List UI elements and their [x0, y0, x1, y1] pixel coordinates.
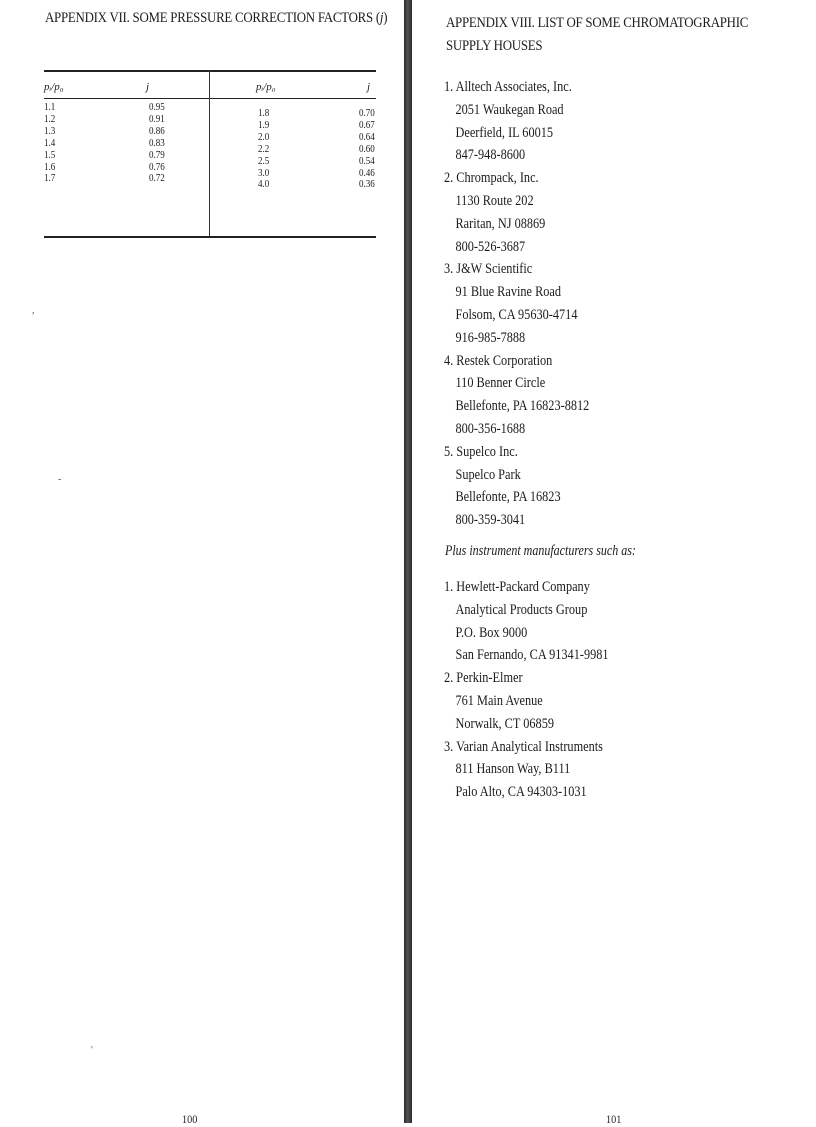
- table-cell: 0.67: [359, 118, 375, 131]
- table-cell: 1.2: [44, 112, 56, 125]
- stray-mark: -: [58, 474, 62, 485]
- table-cell: 3.0: [258, 166, 270, 179]
- left-page: [0, 0, 404, 1126]
- address-line: 847-948-8600: [455, 147, 526, 164]
- table-cell: 0.86: [149, 124, 165, 137]
- supply-house-entry-heading: [444, 441, 747, 464]
- address-line: 800-359-3041: [455, 512, 526, 529]
- table-top-rule: [44, 70, 376, 72]
- table-cell: 1.3: [44, 124, 56, 137]
- table-cell: 1.7: [44, 172, 56, 185]
- table-cell: 0.70: [359, 107, 375, 119]
- list-number: 2.: [444, 170, 454, 187]
- address-line: Analytical Products Group: [455, 601, 588, 618]
- list-number: 5.: [444, 443, 454, 460]
- supply-house-entry: [444, 350, 814, 441]
- address-line: 916-985-7888: [455, 329, 526, 346]
- list-number: 2.: [444, 670, 454, 687]
- manufacturers-list: [444, 576, 814, 804]
- manufacturer-entry: [444, 667, 814, 735]
- address-line: 91 Blue Ravine Road: [455, 284, 562, 301]
- stray-mark: ': [91, 1045, 93, 1056]
- table-cell: 1.6: [44, 160, 56, 173]
- company-name: Varian Analytical Instruments: [456, 738, 603, 755]
- company-name: Alltech Associates, Inc.: [455, 79, 572, 95]
- company-name: Hewlett-Packard Company: [456, 579, 590, 595]
- table-cell: 4.0: [258, 178, 270, 191]
- page-number-left: 100: [182, 1112, 198, 1126]
- page-number-right: 101: [606, 1112, 622, 1126]
- table-bottom-rule: [44, 236, 376, 238]
- supply-house-entry: [444, 167, 814, 258]
- manufacturer-entry-heading: [444, 736, 747, 759]
- company-name: J&W Scientific: [456, 261, 533, 278]
- address-line: Palo Alto, CA 94303-1031: [455, 784, 587, 801]
- table-cell: 1.8: [258, 107, 270, 119]
- table-column-divider: [209, 70, 210, 236]
- address-line: 811 Hanson Way, B111: [455, 761, 571, 778]
- table-cell: 0.79: [149, 148, 165, 161]
- table-header-ratio-2: pᵢ/p₀: [256, 81, 276, 93]
- table-cell: 0.46: [359, 166, 375, 179]
- table-cell: 1.1: [44, 101, 56, 113]
- supply-house-entry-heading: [444, 76, 747, 99]
- table-cell: 0.72: [149, 172, 165, 185]
- appendix-viii-title-line-1: APPENDIX VIII. LIST OF SOME CHROMATOGRAPHIC: [446, 15, 749, 31]
- address-line: P.O. Box 9000: [455, 624, 528, 641]
- table-cell: 2.0: [258, 130, 270, 143]
- list-number: 1.: [444, 579, 454, 595]
- address-line: San Fernando, CA 91341-9981: [455, 647, 609, 664]
- address-line: 1130 Route 202: [455, 192, 534, 209]
- company-name: Supelco Inc.: [456, 443, 518, 460]
- address-line: Norwalk, CT 06859: [455, 715, 554, 732]
- company-name: Chrompack, Inc.: [456, 170, 539, 187]
- address-line: Supelco Park: [455, 466, 521, 483]
- supply-house-entry: [444, 76, 814, 167]
- address-line: Raritan, NJ 08869: [455, 215, 546, 232]
- address-line: Bellefonte, PA 16823: [455, 489, 561, 506]
- manufacturer-entry-heading: [444, 667, 747, 690]
- stray-mark: ,: [32, 305, 35, 316]
- list-number: 3.: [444, 738, 454, 755]
- table-header-j-2: j: [367, 81, 371, 93]
- appendix-viii-title: [446, 12, 756, 58]
- address-line: 110 Benner Circle: [455, 375, 546, 392]
- table-cell: 1.4: [44, 136, 56, 149]
- supply-house-entry: [444, 441, 814, 532]
- list-number: 1.: [444, 79, 454, 95]
- appendix-vii-title-variable: j: [379, 10, 384, 26]
- table-cell: 0.83: [149, 136, 165, 149]
- table-cell: 0.36: [359, 178, 375, 191]
- supply-house-entry-heading: [444, 258, 747, 281]
- appendix-vii-title: [45, 10, 387, 27]
- book-gutter: [404, 0, 412, 1123]
- table-cell: 0.95: [149, 101, 165, 113]
- manufacturer-entry-heading: [444, 576, 747, 599]
- address-line: Folsom, CA 95630-4714: [455, 306, 578, 323]
- plus-manufacturers-note: Plus instrument manufacturers such as:: [445, 543, 636, 559]
- address-line: Deerfield, IL 60015: [455, 124, 554, 141]
- manufacturer-entry: [444, 576, 814, 667]
- list-number: 4.: [444, 352, 454, 369]
- table-header-ratio-1: pᵢ/p₀: [44, 81, 64, 93]
- address-line: 800-526-3687: [455, 238, 526, 255]
- list-number: 3.: [444, 261, 454, 278]
- table-cell: 2.2: [258, 142, 270, 155]
- appendix-viii-title-line-2: SUPPLY HOUSES: [446, 38, 543, 54]
- address-line: 2051 Waukegan Road: [455, 101, 564, 118]
- address-line: Bellefonte, PA 16823-8812: [455, 398, 590, 415]
- address-line: 800-356-1688: [455, 420, 526, 437]
- appendix-vii-title-text: APPENDIX VII. SOME PRESSURE CORRECTION FACTORS (: [45, 10, 380, 26]
- table-header-j-1: j: [146, 81, 150, 93]
- table-cell: 1.9: [258, 118, 270, 131]
- supply-houses-list: [444, 76, 814, 532]
- company-name: Restek Corporation: [456, 352, 553, 369]
- company-name: Perkin-Elmer: [456, 670, 523, 687]
- right-page: [412, 0, 816, 1126]
- table-header-rule: [44, 98, 376, 99]
- table-cell: 1.5: [44, 148, 56, 161]
- supply-house-entry-heading: [444, 167, 747, 190]
- table-cell: 2.5: [258, 154, 270, 167]
- address-line: 761 Main Avenue: [455, 692, 543, 709]
- table-cell: 0.54: [359, 154, 375, 167]
- table-cell: 0.64: [359, 130, 375, 143]
- table-cell: 0.60: [359, 142, 375, 155]
- table-cell: 0.76: [149, 160, 165, 173]
- table-cell: 0.91: [149, 112, 165, 125]
- supply-house-entry: [444, 258, 814, 349]
- supply-house-entry-heading: [444, 350, 747, 373]
- appendix-vii-title-close: ): [383, 10, 388, 26]
- manufacturer-entry: [444, 736, 814, 804]
